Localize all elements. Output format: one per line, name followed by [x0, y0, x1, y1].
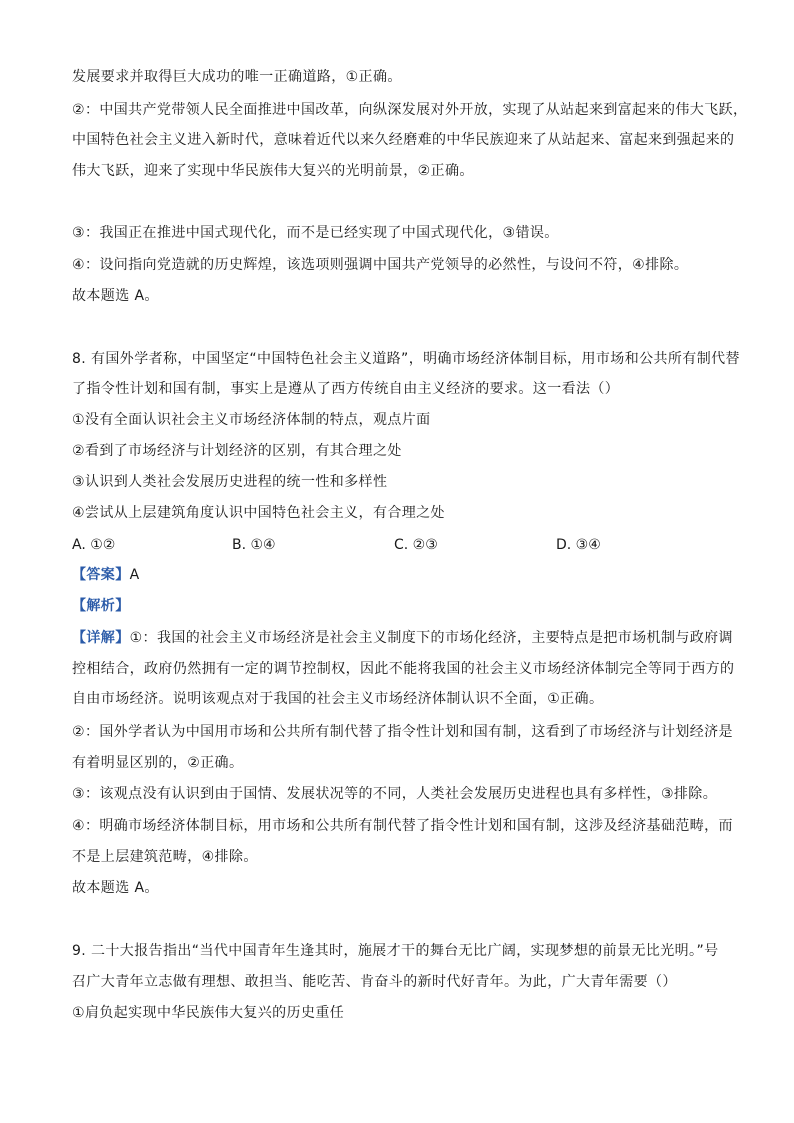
detail-line: 有着明显区别的，②正确。 [72, 755, 244, 771]
analysis-line: 伟大飞跃，迎来了实现中华民族伟大复兴的光明前景，②正确。 [72, 163, 474, 179]
option-b: B. ①④ [232, 537, 276, 553]
analysis-line: 中国特色社会主义进入新时代，意味着近代以来久经磨难的中华民族迎来了从站起来、富起来到强起来的 [72, 132, 735, 148]
question-9-stem: 9. 二十大报告指出“当代中国青年生逢其时，施展才干的舞台无比广阔，实现梦想的前景无比光明。”号 [72, 943, 719, 959]
option-c: C. ②③ [394, 537, 438, 553]
option-d: D. ③④ [556, 537, 601, 553]
analysis-line: ③：我国正在推进中国式现代化，而不是已经实现了中国式现代化，③错误。 [72, 225, 559, 241]
analysis-heading [72, 597, 130, 615]
analysis-tag: 【解析】 [72, 598, 130, 614]
detail-line: 不是上层建筑范畴，④排除。 [72, 849, 258, 865]
detail-line [72, 629, 733, 647]
analysis-line: ④：设问指向党造就的历史辉煌，该选项则强调中国共产党领导的必然性，与设问不符，④排除。 [72, 257, 689, 273]
question-8-item: ②看到了市场经济与计划经济的区别，有其合理之处 [72, 443, 402, 459]
detail-line: 控相结合，政府仍然拥有一定的调节控制权，因此不能将我国的社会主义市场经济体制完全等同于西方的 [72, 661, 735, 677]
detail-line: ③：该观点没有认识到由于国情、发展状况等的不同，人类社会发展历史进程也具有多样性，③排除。 [72, 786, 718, 802]
detail-line: ②：国外学者认为中国用市场和公共所有制代替了指令性计划和国有制，这看到了市场经济与计划经济是 [72, 724, 733, 740]
question-9-item: ①肩负起实现中华民族伟大复兴的历史重任 [72, 1005, 345, 1021]
analysis-line: ②：中国共产党带领人民全面推进中国改革，向纵深发展对外开放，实现了从站起来到富起来的伟大飞跃， [72, 102, 748, 118]
question-8-stem: 了指令性计划和国有制，事实上是遵从了西方传统自由主义经济的要求。这一看法（） [72, 381, 620, 397]
answer-tag: 【答案】 [72, 567, 130, 583]
conclusion-line: 故本题选 A。 [72, 880, 159, 896]
answer-value: A [129, 567, 140, 583]
detail-line: 自由市场经济。说明该观点对于我国的社会主义市场经济体制认识不全面，①正确。 [72, 691, 604, 707]
question-8-item: ①没有全面认识社会主义市场经济体制的特点，观点片面 [72, 412, 431, 428]
analysis-line: 发展要求并取得巨大成功的唯一正确道路，①正确。 [72, 69, 402, 85]
question-9-stem: 召广大青年立志做有理想、敢担当、能吃苦、肯奋斗的新时代好青年。为此，广大青年需要（） [72, 974, 677, 990]
option-a: A. ①② [72, 537, 116, 553]
detail-text: ①：我国的社会主义市场经济是社会主义制度下的市场化经济，主要特点是把市场机制与政府调 [129, 630, 733, 646]
question-8-item: ③认识到人类社会发展历史进程的统一性和多样性 [72, 474, 388, 490]
detail-tag: 【详解】 [72, 630, 130, 646]
answer-line [72, 566, 140, 584]
detail-line: ④：明确市场经济体制目标，用市场和公共所有制代替了指令性计划和国有制，这涉及经济基础范畴，而 [72, 818, 733, 834]
conclusion-line: 故本题选 A。 [72, 288, 159, 304]
question-8-stem: 8. 有国外学者称，中国坚定“中国特色社会主义道路”，明确市场经济体制目标，用市场和公共所有制代替 [72, 351, 740, 367]
question-8-item: ④尝试从上层建筑角度认识中国特色社会主义，有合理之处 [72, 505, 445, 521]
